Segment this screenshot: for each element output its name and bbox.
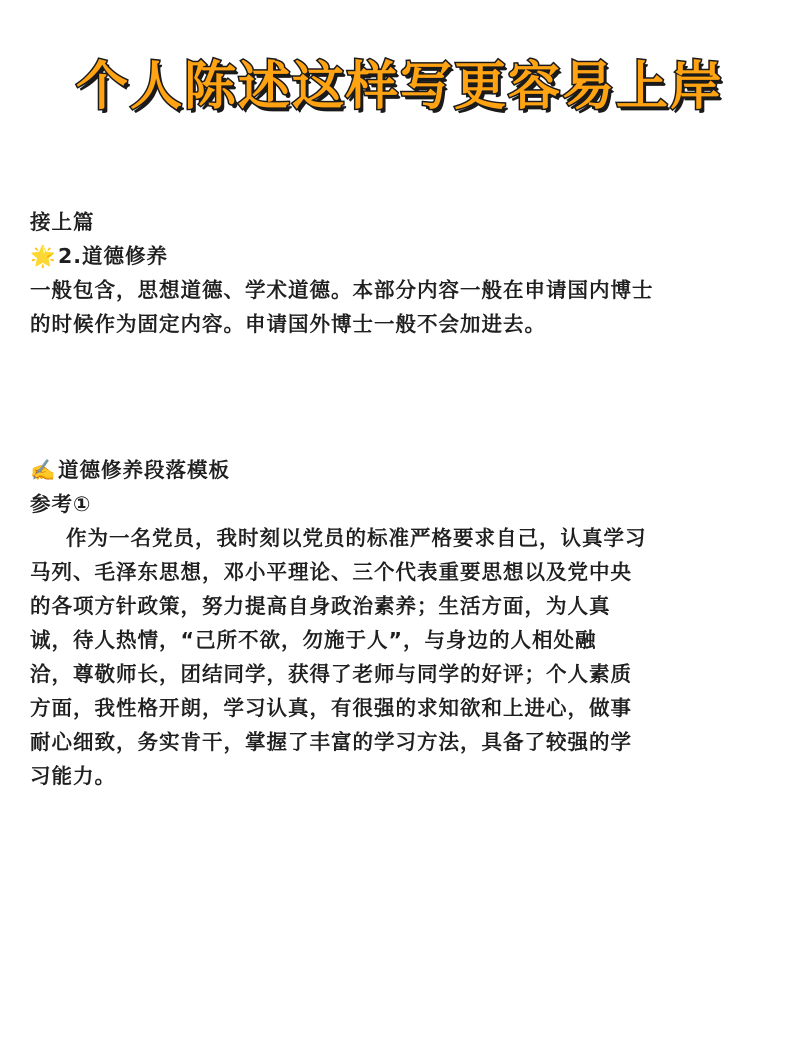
- template-line: 方面，我性格开朗，学习认真，有很强的求知欲和上进心，做事: [30, 696, 632, 720]
- template-line: 习能力。: [30, 764, 116, 788]
- intro-text: 接上篇: [30, 210, 95, 234]
- template-line: 洽，尊敬师长，团结同学，获得了老师与同学的好评；个人素质: [30, 662, 632, 686]
- section-heading-moral: [30, 239, 775, 273]
- section-heading-label: 2.道德修养: [58, 244, 169, 268]
- page-title: 个人陈述这样写更容易上岸: [75, 57, 724, 117]
- template-line: 作为一名党员，我时刻以党员的标准严格要求自己，认真学习: [66, 526, 647, 550]
- template-line: 的各项方针政策，努力提高自身政治素养；生活方面，为人真: [30, 594, 611, 618]
- template-line: 诚，待人热情，“己所不欲，勿施于人”，与身边的人相处融: [30, 628, 597, 652]
- article-body: [30, 205, 775, 793]
- description-line: 一般包含，思想道德、学术道德。本部分内容一般在申请国内博士: [30, 278, 654, 302]
- template-line: 耐心细致，务实肯干，掌握了丰富的学习方法，具备了较强的学: [30, 730, 632, 754]
- template-heading-label: 道德修养段落模板: [58, 458, 230, 482]
- writing-hand-icon: ✍️: [30, 458, 57, 482]
- section-heading-template: [30, 453, 775, 487]
- reference-label: 参考①: [30, 492, 92, 516]
- description-line: 的时候作为固定内容。申请国外博士一般不会加进去。: [30, 312, 546, 336]
- template-line: 马列、毛泽东思想，邓小平理论、三个代表重要思想以及党中央: [30, 560, 632, 584]
- star-icon: 🌟: [30, 244, 57, 268]
